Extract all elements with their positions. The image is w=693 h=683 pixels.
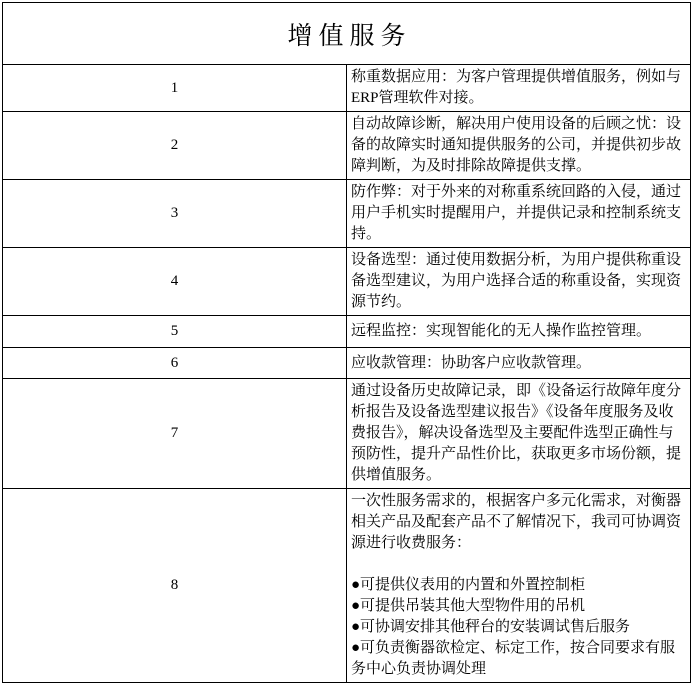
table-row — [3, 112, 691, 180]
row-content: 通过设备历史故障记录，即《设备运行故障年度分析报告及设备选型建议报告》《设备年度服务及收费报告》，解决设备选型及主要配件选型正确性与预防性，提升产品性价比，获取更多市场份额，提供增值服务。 — [347, 379, 691, 489]
title-row — [3, 3, 691, 65]
table-row — [3, 180, 691, 248]
table-title: 增值服务 — [3, 3, 691, 65]
value-added-services-table — [2, 2, 691, 683]
table-row — [3, 316, 691, 348]
row-content: 自动故障诊断，解决用户使用设备的后顾之忧：设备的故障实时通知提供服务的公司，并提供初步故障判断，为及时排除故障提供支撑。 — [347, 112, 691, 180]
row-number: 7 — [3, 379, 347, 489]
row-content: 称重数据应用：为客户管理提供增值服务，例如与ERP管理软件对接。 — [347, 65, 691, 112]
row-number: 6 — [3, 348, 347, 379]
row-number: 4 — [3, 248, 347, 316]
table-row — [3, 348, 691, 379]
bullet-line: ●可负责衡器欲检定、标定工作，按合同要求有服务中心负责协调处理 — [351, 640, 676, 677]
table-row — [3, 248, 691, 316]
table-row — [3, 489, 691, 683]
row-intro-paragraph: 一次性服务需求的，根据客户多元化需求，对衡器相关产品及配套产品不了解情况下，我司可协调资源进行收费服务： — [351, 493, 682, 551]
row-number: 5 — [3, 316, 347, 348]
blank-line — [351, 554, 686, 575]
row-content: 设备选型：通过使用数据分析，为用户提供称重设备选型建议，为用户选择合适的称重设备，实现资源节约。 — [347, 248, 691, 316]
row-number: 3 — [3, 180, 347, 248]
row-content — [347, 489, 691, 683]
row-content: 防作弊：对于外来的对称重系统回路的入侵，通过用户手机实时提醒用户，并提供记录和控制系统支持。 — [347, 180, 691, 248]
bullet-line: ●可协调安排其他秤台的安装调试售后服务 — [351, 619, 631, 635]
row-number: 1 — [3, 65, 347, 112]
bullet-line: ●可提供吊装其他大型物件用的吊机 — [351, 598, 586, 614]
row-number: 8 — [3, 489, 347, 683]
row-number: 2 — [3, 112, 347, 180]
table-row — [3, 65, 691, 112]
row-content: 应收款管理：协助客户应收款管理。 — [347, 348, 691, 379]
bullet-line: ●可提供仪表用的内置和外置控制柜 — [351, 577, 586, 593]
row-content: 远程监控：实现智能化的无人操作监控管理。 — [347, 316, 691, 348]
table-row — [3, 379, 691, 489]
